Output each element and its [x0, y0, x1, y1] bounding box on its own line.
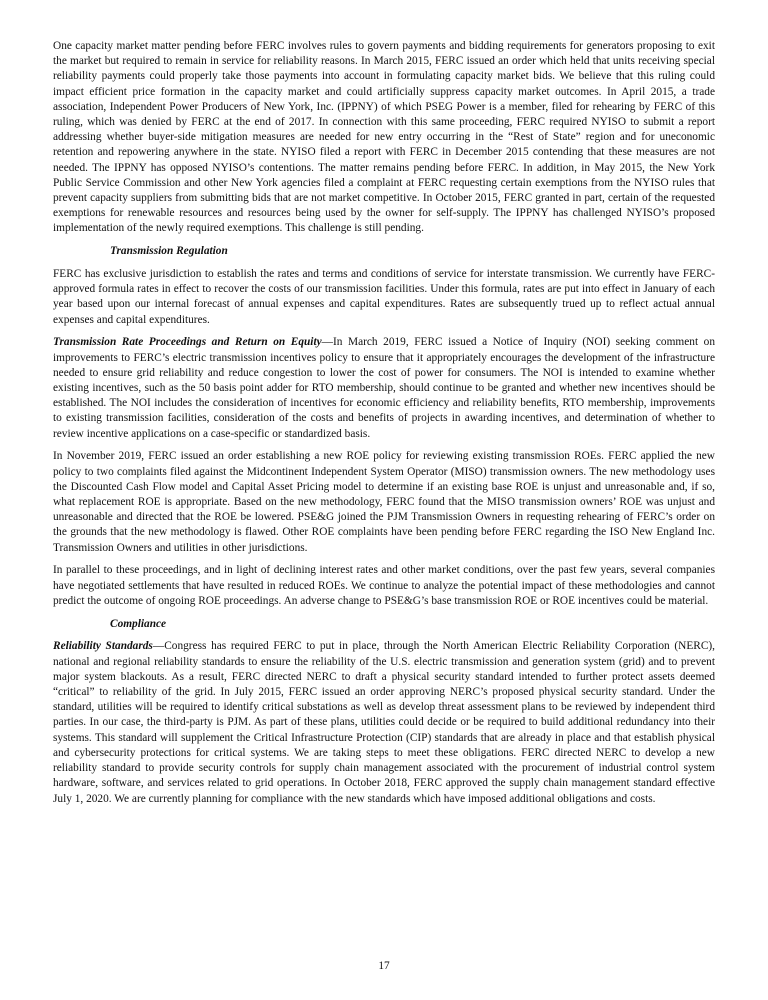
- rate-proceedings-title: Transmission Rate Proceedings and Return on Equity: [53, 336, 322, 349]
- transmission-regulation-heading: Transmission Regulation: [110, 245, 228, 258]
- page-number: 17: [378, 960, 390, 972]
- reliability-standards-body: —Congress has required FERC to put in place, through the North American Electric Reliability Corporation (NERC), national and regional reliability standards to ensure the reliability of the U.S. electric transmission and generation system (grid) and to prevent major system blackouts. As a result, FERC directed NERC to draft a physical security standard intended to further protect assets deemed “critical” to reliability of the grid. In July 2015, FERC issued an order approving NERC’s proposed physical security standard. Under the standard, utilities will be required to identify critical substations as well as develop threat assessment plans to be reviewed by independent third parties. In our case, the third-party is PJM. As part of these plans, utilities could decide or be required to build additional redundancy into their systems. This standard will supplement the Critical Infrastructure Protection (CIP) standards that are already in place and that establish physical and cybersecurity protections for critical systems. We are taking steps to meet these obligations. FERC directed NERC to develop a new reliability standard to provide security controls for supply chain management associated with the procurement of industrial control system hardware, software, and services related to grid operations. In October 2018, FERC approved the supply chain management standard effective July 1, 2020. We are currently planning for compliance with the new standards which have imposed additional obligations and costs.: [53, 640, 716, 805]
- parallel-proceedings-paragraph: In parallel to these proceedings, and in light of declining interest rates and other market conditions, over the past few years, several companies have negotiated settlements that have resulted in reduced ROEs. We continue to analyze the potential impact of these methodologies and cannot predict the outcome of ongoing ROE proceedings. An adverse change to PSE&G’s base transmission ROE or ROE incentives could be material.: [53, 564, 715, 607]
- rate-proceedings-paragraph: [53, 335, 715, 441]
- document-page: [53, 39, 715, 814]
- capacity-market-paragraph: One capacity market matter pending before FERC involves rules to govern payments and bidding requirements for generators proposing to exit the market but required to remain in service for reliability reasons. In March 2015, FERC issued an order which held that units receiving special reliability payments could properly take those payments into account in formulating capacity market bids. We believe that this ruling could impact efficient price formation in the capacity market and could artificially suppress capacity market outcomes. In April 2015, a trade association, Independent Power Producers of New York, Inc. (IPPNY) of which PSEG Power is a member, filed for rehearing by FERC of this ruling, which was denied by FERC at the end of 2017. In connection with this same proceeding, FERC required NYISO to submit a report addressing whether buyer-side mitigation measures are needed for new entry occurring in the “Rest of State” region and for uneconomic retention and repowering anywhere in the state. NYISO filed a report with FERC in December 2015 contending that these measures are not needed. The IPPNY has opposed NYISO’s contentions. The matter remains pending before FERC. In addition, in May 2015, the New York Public Service Commission and other New York agencies filed a complaint at FERC requesting certain exemptions from the NYISO rules that prevent capacity suppliers from submitting bids that are not market competitive. In October 2015, FERC granted in part, certain of the requested exemptions for renewable resources and resources being used by the owner for self-supply. The IPPNY has challenged NYISO’s proposed implementation of the newly required exemptions. This challenge is still pending.: [53, 40, 715, 235]
- reliability-standards-paragraph: [53, 639, 715, 806]
- rate-proceedings-body: —In March 2019, FERC issued a Notice of Inquiry (NOI) seeking comment on improvements to FERC’s electric transmission incentives policy to ensure that it appropriately encourages the development of the infrastructure needed to ensure grid reliability and reduce congestion to lower the cost of power for consumers. The NOI is intended to examine whether existing incentives, such as the 50 basis point adder for RTO membership, should continue to be granted and whether new incentives should be established. The NOI includes the consideration of incentives for economic efficiency and reliability benefits, RTO membership, improvements to existing transmission facilities, consideration of the costs and benefits of projects in awarding incentives, and determination of whether to review incentive applications on a case-specific or standardized basis.: [53, 336, 715, 440]
- compliance-heading: Compliance: [110, 617, 167, 630]
- reliability-standards-title: Reliability Standards: [53, 640, 153, 653]
- transmission-intro-paragraph: FERC has exclusive jurisdiction to establish the rates and terms and conditions of service for interstate transmission. We currently have FERC-approved formula rates in effect to recover the costs of our transmission facilities. Under this formula, rates are put into effect in January of each year based upon our internal forecast of annual expenses and capital expenditures. Rates are subsequently trued up to reflect actual annual expenses and capital expenditures.: [53, 268, 715, 326]
- roe-policy-paragraph: In November 2019, FERC issued an order establishing a new ROE policy for reviewing existing transmission ROEs. FERC applied the new policy to two complaints filed against the Midcontinent Independent System Operator (MISO) transmission owners. The new methodology uses the Discounted Cash Flow model and Capital Asset Pricing model to determine if an existing base ROE is unjust and unreasonable and, if so, what replacement ROE is appropriate. Based on the new methodology, FERC found that the MISO transmission owners’ ROE was unjust and unreasonable and directed that the ROE be lowered. PSE&G joined the PJM Transmission Owners in requesting rehearing of FERC’s order on the grounds that the new methodology is flawed. Other ROE complaints have been pending before FERC regarding the ISO New England Inc. Transmission Owners and utilities in other jurisdictions.: [53, 450, 715, 554]
